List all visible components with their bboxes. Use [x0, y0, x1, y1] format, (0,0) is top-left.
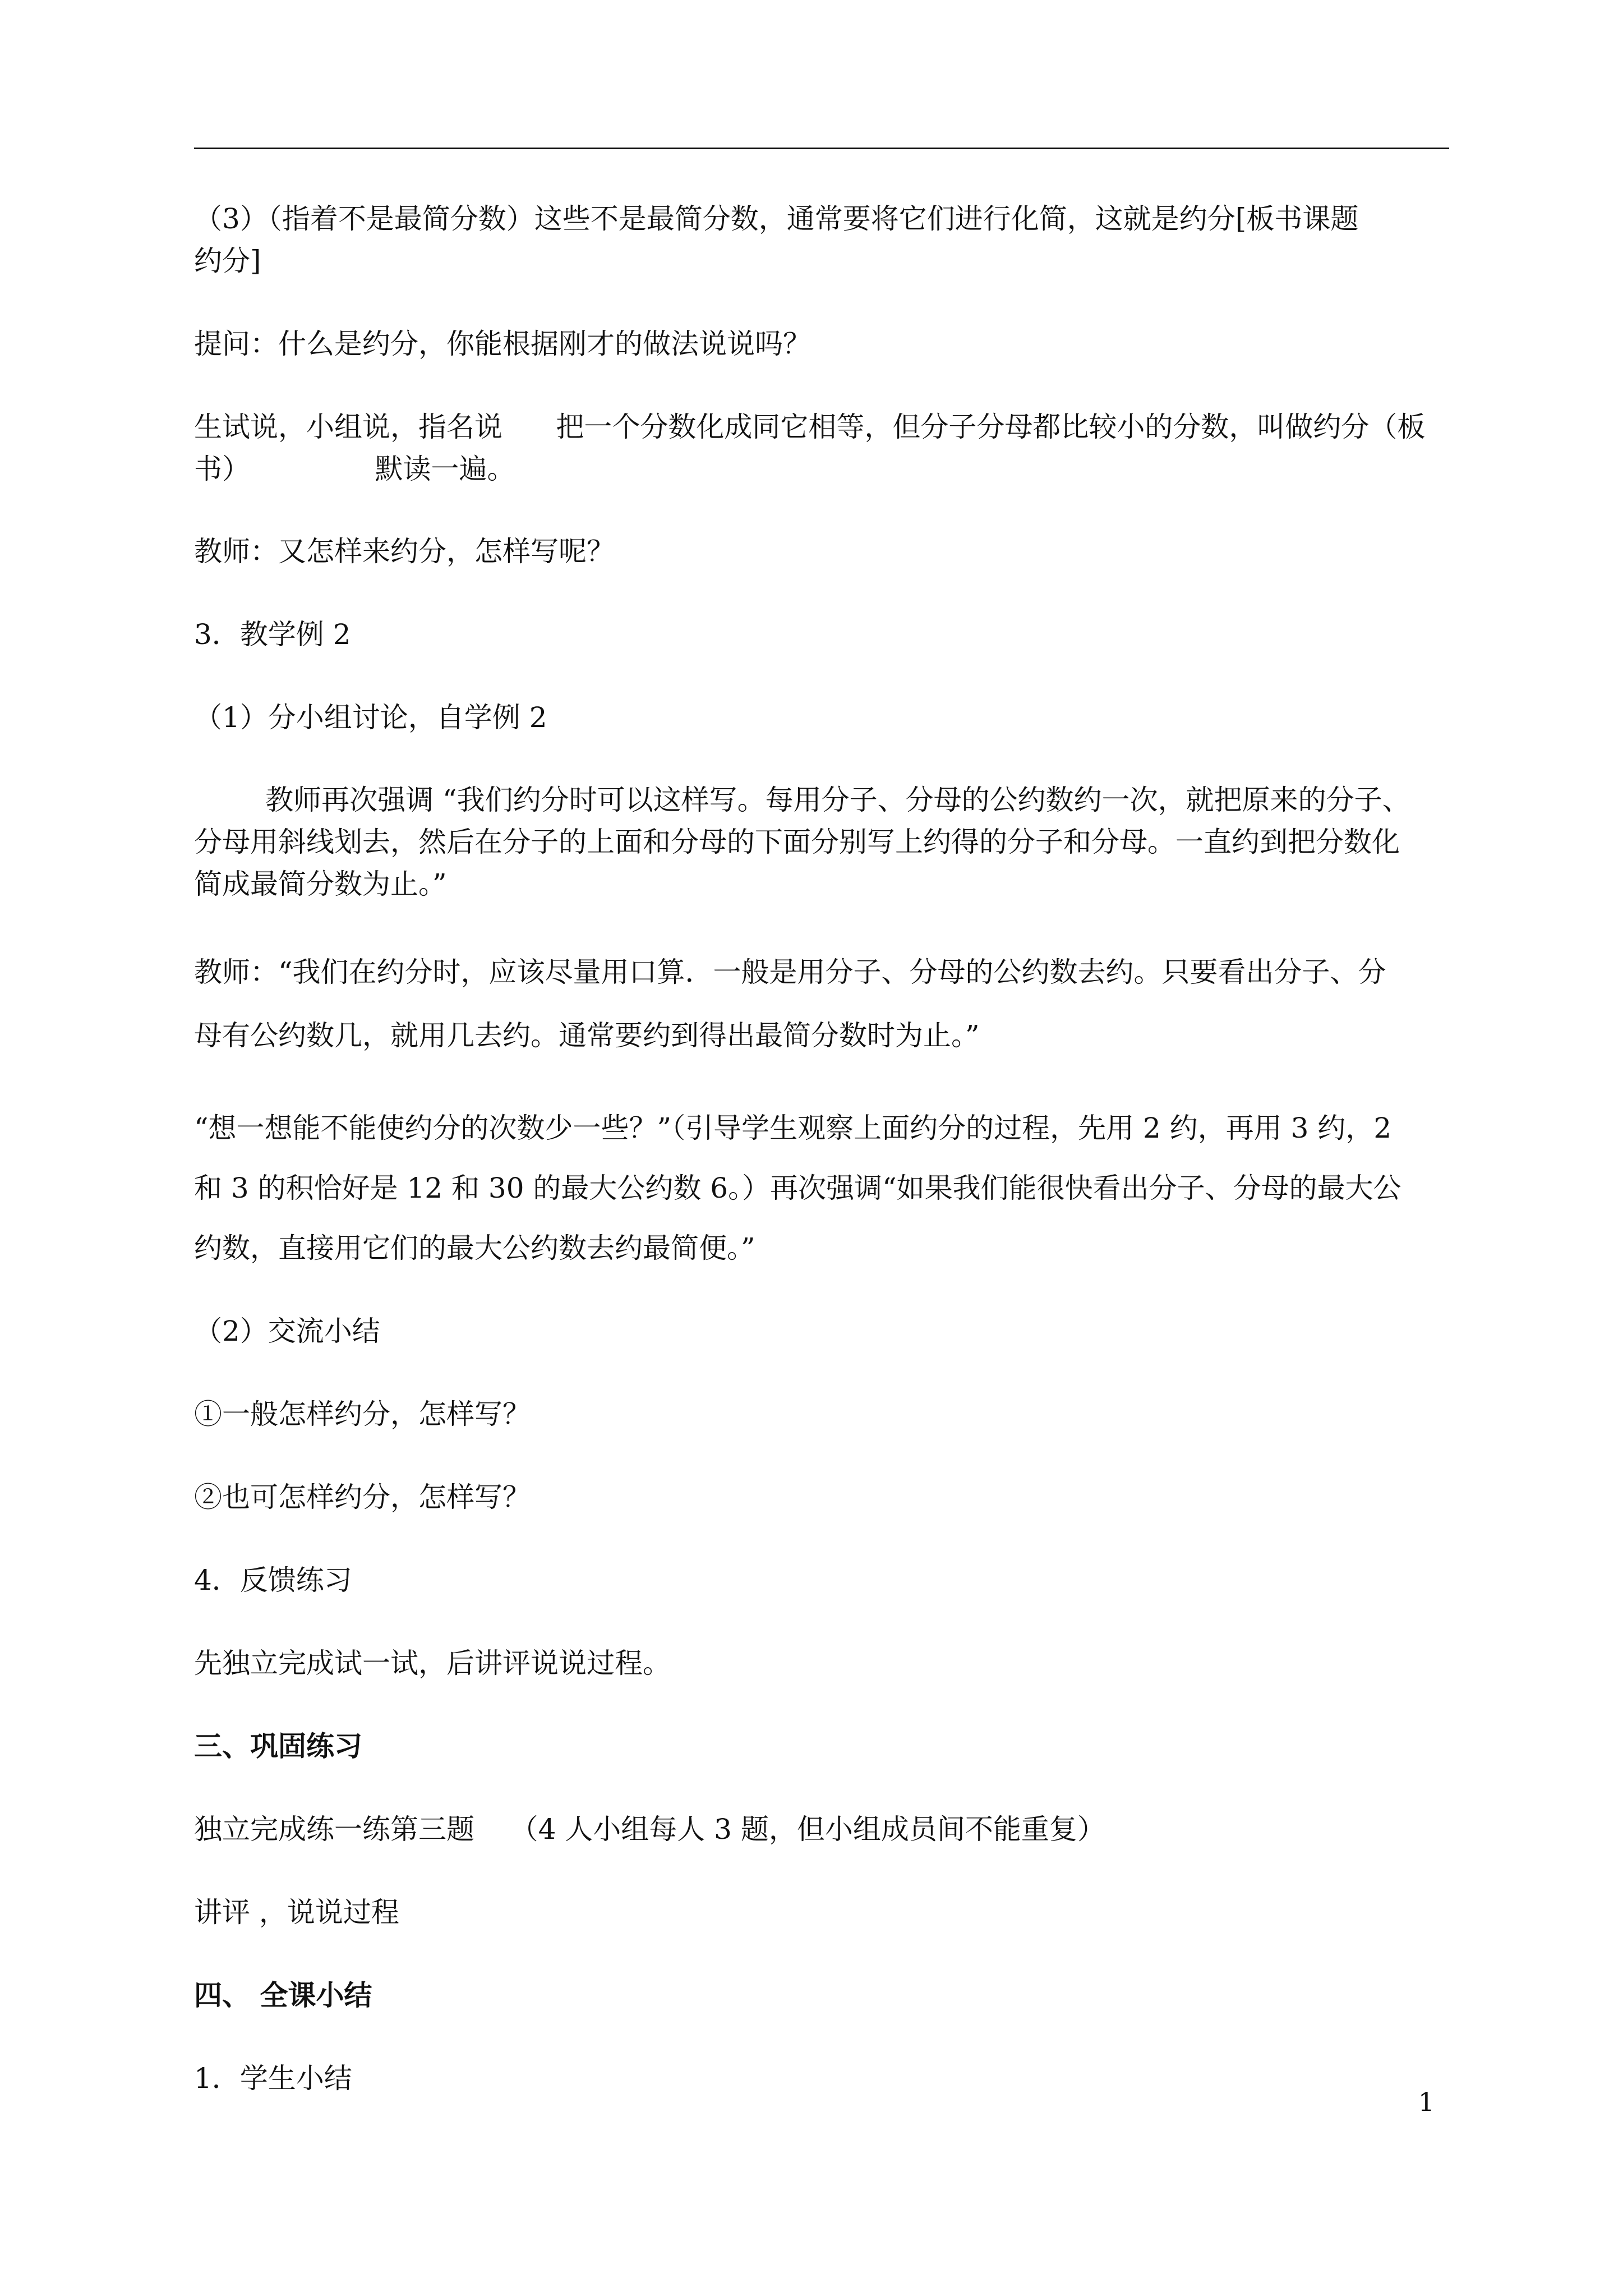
section-heading: 四、 全课小结 — [194, 1978, 372, 2012]
text-line: 和 3 的积恰好是 12 和 30 的最大公约数 6。）再次强调“如果我们能很快看出分子、分母的最大公 — [194, 1172, 1401, 1204]
text-line: 教师：“我们在约分时，应该尽量用口算．一般是用分子、分母的公约数去约。只要看出分子、分 — [194, 956, 1386, 988]
text-line: 简成最简分数为止。” — [194, 868, 447, 900]
text-line: 约分] — [194, 245, 261, 277]
text-line: 书） 默读一遍。 — [194, 453, 515, 485]
header-rule — [194, 148, 1449, 149]
text-line: 提问：什么是约分，你能根据刚才的做法说说吗？ — [194, 328, 811, 360]
page-number: 1 — [1418, 2087, 1435, 2117]
text-line: （2）交流小结 — [194, 1315, 380, 1347]
text-line: （3）（指着不是最简分数）这些不是最简分数，通常要将它们进行化简，这就是约分[板书课题 — [194, 203, 1359, 235]
text-line: ②也可怎样约分，怎样写？ — [194, 1481, 531, 1513]
text-line: 分母用斜线划去，然后在分子的上面和分母的下面分别写上约得的分子和分母。一直约到把分数化 — [194, 826, 1400, 858]
text-line: 约数，直接用它们的最大公约数去约最简便。” — [194, 1232, 755, 1264]
text-line: （1）分小组讨论，自学例 2 — [194, 701, 547, 734]
text-line: 教师：又怎样来约分，怎样写呢？ — [194, 535, 615, 568]
text-line: 教师再次强调 “我们约分时可以这样写。每用分子、分母的公约数约一次，就把原来的分子、 — [194, 784, 1410, 816]
text-line: 生试说，小组说，指名说 把一个分数化成同它相等，但分子分母都比较小的分数，叫做约分（板 — [194, 411, 1426, 443]
text-line: 4．反馈练习 — [194, 1564, 352, 1596]
text-line: 1．学生小结 — [194, 2062, 352, 2095]
text-line: “想一想能不能使约分的次数少一些？”（引导学生观察上面约分的过程，先用 2 约，再用 3 约，2 — [194, 1112, 1392, 1144]
section-heading: 三、巩固练习 — [194, 1729, 362, 1763]
text-line: 3．教学例 2 — [194, 618, 351, 651]
text-line: ①一般怎样约分，怎样写？ — [194, 1398, 531, 1430]
text-line: 独立完成练一练第三题 （4 人小组每人 3 题，但小组成员间不能重复） — [194, 1813, 1105, 1846]
text-line: 先独立完成试一试，后讲评说说过程。 — [194, 1647, 671, 1680]
text-line: 母有公约数几，就用几去约。通常要约到得出最简分数时为止。” — [194, 1019, 980, 1052]
text-line: 讲评 ，说说过程 — [194, 1896, 399, 1929]
